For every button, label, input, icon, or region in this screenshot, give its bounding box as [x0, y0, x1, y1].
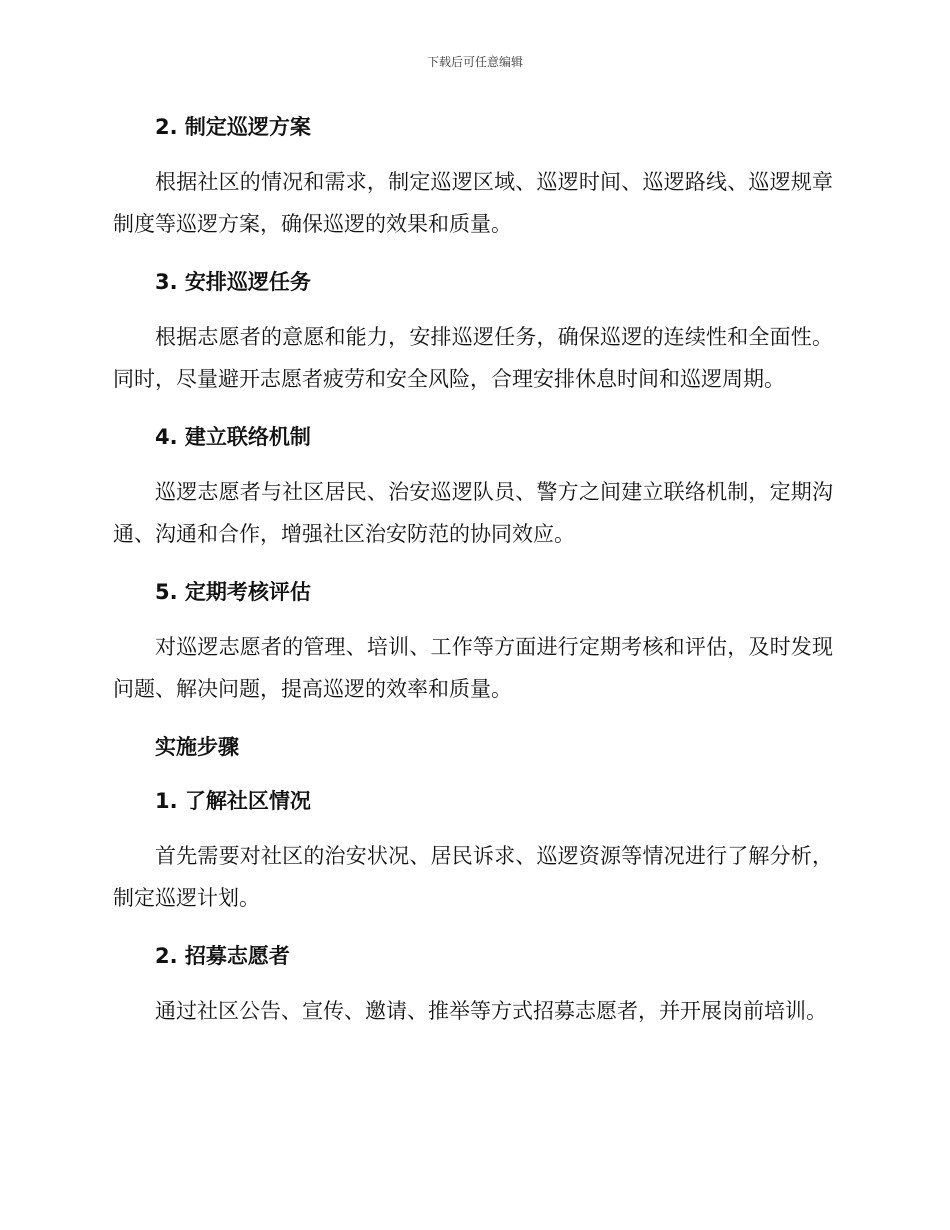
section-heading-liaison: 4. 建立联络机制: [155, 425, 311, 449]
section-heading-recruit-volunteers: 2. 招募志愿者: [155, 944, 290, 968]
section-heading-plan: 2. 制定巡逻方案: [155, 115, 311, 139]
section-paragraph-plan: 根据社区的情况和需求，制定巡逻区域、巡逻时间、巡逻路线、巡逻规章制度等巡逻方案，确保巡逻的效果和质量。: [113, 170, 833, 236]
section-paragraph-assessment: 对巡逻志愿者的管理、培训、工作等方面进行定期考核和评估，及时发现问题、解决问题，提高巡逻的效率和质量。: [113, 635, 833, 701]
section-paragraph-liaison: 巡逻志愿者与社区居民、治安巡逻队员、警方之间建立联络机制，定期沟通、沟通和合作，增强社区治安防范的协同效应。: [113, 480, 833, 546]
document-body: [113, 110, 833, 1032]
page-header: 下载后可任意编辑: [426, 55, 523, 69]
section-paragraph-tasks: 根据志愿者的意愿和能力，安排巡逻任务，确保巡逻的连续性和全面性。同时，尽量避开志愿者疲劳和安全风险，合理安排休息时间和巡逻周期。: [113, 325, 833, 391]
section-heading-understand-community: 1. 了解社区情况: [155, 789, 311, 813]
section-paragraph-recruit-volunteers: 通过社区公告、宣传、邀请、推举等方式招募志愿者，并开展岗前培训。: [155, 999, 827, 1023]
section-heading-tasks: 3. 安排巡逻任务: [155, 270, 311, 294]
section-heading-implementation: 实施步骤: [155, 735, 239, 759]
section-heading-assessment: 5. 定期考核评估: [155, 580, 311, 604]
section-paragraph-understand-community: 首先需要对社区的治安状况、居民诉求、巡逻资源等情况进行了解分析，制定巡逻计划。: [113, 844, 833, 910]
